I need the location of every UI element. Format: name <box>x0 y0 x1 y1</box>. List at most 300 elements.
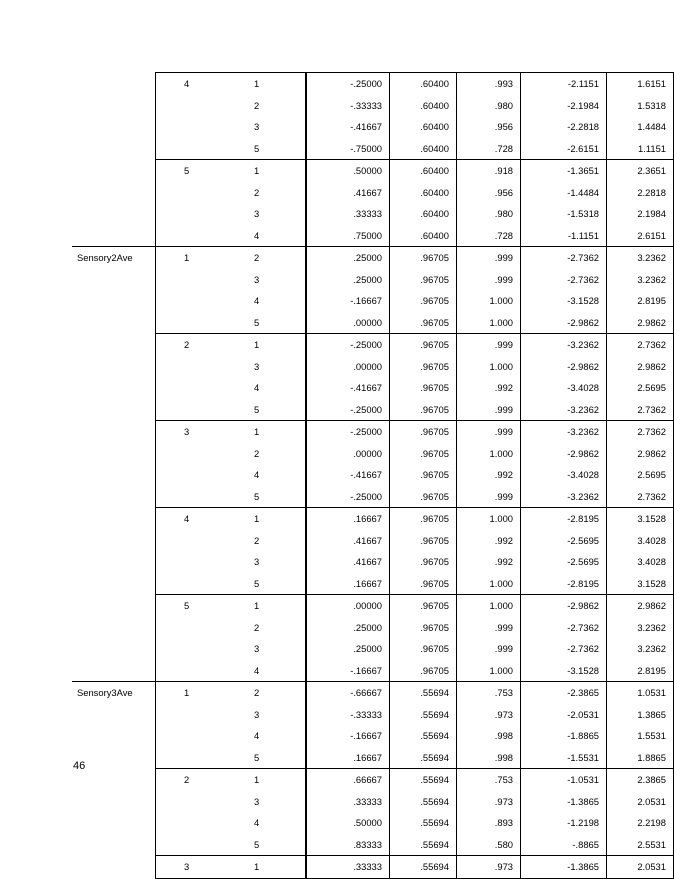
table-body <box>72 73 674 879</box>
group-j-cell: 3 <box>254 208 260 220</box>
significance-cell: .980 <box>457 203 521 225</box>
page-number: 46 <box>73 760 86 772</box>
std-error-cell: .96705 <box>390 551 457 573</box>
table-row <box>72 247 674 269</box>
lower-bound-cell: -3.1528 <box>521 290 607 312</box>
std-error-cell: .96705 <box>390 486 457 508</box>
group-j-cell: 1 <box>226 856 306 879</box>
upper-bound-cell: 1.1151 <box>607 138 674 160</box>
upper-bound-cell: 2.5531 <box>607 834 674 856</box>
group-i-cell <box>156 312 227 334</box>
significance-cell: .999 <box>457 486 521 508</box>
group-j-cell: 2 <box>226 247 306 269</box>
lower-bound-cell: -2.7362 <box>521 269 607 291</box>
mean-difference-cell: .16667 <box>306 747 390 769</box>
group-j-cell: 2 <box>254 99 260 111</box>
significance-cell: .956 <box>457 116 521 138</box>
dependent-variable-cell <box>72 812 156 834</box>
dependent-variable-cell <box>72 704 156 726</box>
upper-bound-cell: 2.5695 <box>607 464 674 486</box>
std-error-cell: .55694 <box>390 747 457 769</box>
upper-bound-cell: 2.8195 <box>607 660 674 682</box>
group-j-cell: 2 <box>254 534 260 546</box>
mean-difference-cell: -.16667 <box>306 725 390 747</box>
table-row <box>72 704 674 726</box>
group-i-cell: 5 <box>156 160 227 182</box>
group-i-cell: 4 <box>156 508 227 530</box>
group-j-cell: 5 <box>254 751 260 763</box>
mean-difference-cell: -.16667 <box>306 290 390 312</box>
lower-bound-cell: -2.7362 <box>521 638 607 660</box>
dependent-variable-cell <box>72 138 156 160</box>
dependent-variable-cell <box>72 617 156 639</box>
std-error-cell: .96705 <box>390 247 457 269</box>
lower-bound-cell: -1.8865 <box>521 725 607 747</box>
mean-difference-cell: .33333 <box>306 203 390 225</box>
mean-difference-cell: .33333 <box>306 791 390 813</box>
upper-bound-cell: 2.1984 <box>607 203 674 225</box>
std-error-cell: .55694 <box>390 682 457 704</box>
group-j-cell: 3 <box>254 360 260 372</box>
group-j-cell: 1 <box>226 421 306 443</box>
table-row <box>72 290 674 312</box>
group-i-cell <box>156 182 227 204</box>
dependent-variable-cell <box>72 443 156 465</box>
group-i-cell <box>156 530 227 552</box>
table-row <box>72 551 674 573</box>
dependent-variable-cell <box>72 73 156 95</box>
std-error-cell: .96705 <box>390 443 457 465</box>
std-error-cell: .96705 <box>390 312 457 334</box>
group-j-cell: 5 <box>254 490 260 502</box>
upper-bound-cell: 2.0531 <box>607 791 674 813</box>
table-row <box>72 573 674 595</box>
table-row <box>72 160 674 182</box>
group-i-cell <box>156 138 227 160</box>
lower-bound-cell: -2.9862 <box>521 312 607 334</box>
dependent-variable-cell <box>72 290 156 312</box>
group-j-cell: 5 <box>254 838 260 850</box>
std-error-cell: .96705 <box>390 464 457 486</box>
lower-bound-cell: -2.5695 <box>521 530 607 552</box>
lower-bound-cell: -3.2362 <box>521 486 607 508</box>
upper-bound-cell: 2.7362 <box>607 486 674 508</box>
significance-cell: 1.000 <box>457 356 521 378</box>
std-error-cell: .96705 <box>390 290 457 312</box>
group-i-cell <box>156 725 227 747</box>
group-j-cell: 3 <box>254 643 260 655</box>
group-i-cell <box>156 551 227 573</box>
upper-bound-cell: 1.5318 <box>607 95 674 117</box>
dependent-variable-cell <box>72 421 156 443</box>
group-i-cell: 2 <box>156 769 227 791</box>
mean-difference-cell: .33333 <box>306 856 390 879</box>
significance-cell: 1.000 <box>457 312 521 334</box>
dependent-variable-cell <box>72 334 156 356</box>
upper-bound-cell: 2.7362 <box>607 334 674 356</box>
upper-bound-cell: 1.4484 <box>607 116 674 138</box>
mean-difference-cell: -.41667 <box>306 116 390 138</box>
dependent-variable-cell <box>72 182 156 204</box>
table-row <box>72 834 674 856</box>
table-row <box>72 486 674 508</box>
group-j-cell: 2 <box>254 447 260 459</box>
upper-bound-cell: 2.5695 <box>607 377 674 399</box>
mean-difference-cell: -.66667 <box>306 682 390 704</box>
table-row <box>72 530 674 552</box>
group-j-cell: 3 <box>254 556 260 568</box>
upper-bound-cell: 2.7362 <box>607 421 674 443</box>
std-error-cell: .55694 <box>390 769 457 791</box>
std-error-cell: .60400 <box>390 138 457 160</box>
group-j-cell: 3 <box>254 708 260 720</box>
dependent-variable-cell <box>72 856 156 879</box>
significance-cell: 1.000 <box>457 508 521 530</box>
dependent-variable-cell <box>72 95 156 117</box>
lower-bound-cell: -2.0531 <box>521 704 607 726</box>
dependent-variable-cell <box>72 573 156 595</box>
group-j-cell: 3 <box>254 121 260 133</box>
std-error-cell: .96705 <box>390 660 457 682</box>
significance-cell: 1.000 <box>457 290 521 312</box>
dependent-variable-cell <box>72 116 156 138</box>
table-row <box>72 747 674 769</box>
std-error-cell: .55694 <box>390 834 457 856</box>
group-j-cell: 4 <box>254 382 260 394</box>
upper-bound-cell: 3.2362 <box>607 247 674 269</box>
std-error-cell: .60400 <box>390 203 457 225</box>
std-error-cell: .60400 <box>390 116 457 138</box>
lower-bound-cell: -2.1984 <box>521 95 607 117</box>
lower-bound-cell: -1.2198 <box>521 812 607 834</box>
significance-cell: .998 <box>457 725 521 747</box>
upper-bound-cell: 3.4028 <box>607 551 674 573</box>
group-j-cell: 4 <box>254 469 260 481</box>
significance-cell: .999 <box>457 269 521 291</box>
group-i-cell <box>156 747 227 769</box>
upper-bound-cell: 2.9862 <box>607 356 674 378</box>
lower-bound-cell: -2.9862 <box>521 356 607 378</box>
dependent-variable-cell <box>72 508 156 530</box>
significance-cell: .728 <box>457 138 521 160</box>
group-i-cell <box>156 638 227 660</box>
group-j-cell: 5 <box>254 316 260 328</box>
group-i-cell <box>156 660 227 682</box>
upper-bound-cell: 3.1528 <box>607 573 674 595</box>
dependent-variable-cell <box>72 638 156 660</box>
significance-cell: .993 <box>457 73 521 95</box>
lower-bound-cell: -2.1151 <box>521 73 607 95</box>
upper-bound-cell: 1.5531 <box>607 725 674 747</box>
std-error-cell: .55694 <box>390 725 457 747</box>
dependent-variable-cell <box>72 486 156 508</box>
significance-cell: 1.000 <box>457 660 521 682</box>
upper-bound-cell: 2.3651 <box>607 160 674 182</box>
group-i-cell: 1 <box>156 247 227 269</box>
mean-difference-cell: .83333 <box>306 834 390 856</box>
significance-cell: .753 <box>457 769 521 791</box>
table-row <box>72 812 674 834</box>
lower-bound-cell: -2.9862 <box>521 443 607 465</box>
group-i-cell <box>156 290 227 312</box>
significance-cell: .999 <box>457 334 521 356</box>
significance-cell: .918 <box>457 160 521 182</box>
upper-bound-cell: 1.6151 <box>607 73 674 95</box>
mean-difference-cell: -.16667 <box>306 660 390 682</box>
significance-cell: .973 <box>457 791 521 813</box>
dependent-variable-cell <box>72 464 156 486</box>
mean-difference-cell: -.33333 <box>306 95 390 117</box>
mean-difference-cell: -.33333 <box>306 704 390 726</box>
lower-bound-cell: -1.5531 <box>521 747 607 769</box>
mean-difference-cell: .41667 <box>306 551 390 573</box>
dependent-variable-cell: Sensory3Ave <box>72 682 156 704</box>
mean-difference-cell: .25000 <box>306 638 390 660</box>
dependent-variable-cell <box>72 399 156 421</box>
lower-bound-cell: -2.5695 <box>521 551 607 573</box>
std-error-cell: .96705 <box>390 530 457 552</box>
upper-bound-cell: 2.9862 <box>607 595 674 617</box>
dependent-variable-cell <box>72 834 156 856</box>
lower-bound-cell: -2.7362 <box>521 617 607 639</box>
group-i-cell: 3 <box>156 421 227 443</box>
lower-bound-cell: -1.5318 <box>521 203 607 225</box>
group-i-cell <box>156 791 227 813</box>
mean-difference-cell: .41667 <box>306 530 390 552</box>
group-j-cell: 5 <box>254 577 260 589</box>
upper-bound-cell: 2.8195 <box>607 290 674 312</box>
upper-bound-cell: 2.0531 <box>607 856 674 879</box>
std-error-cell: .96705 <box>390 595 457 617</box>
group-j-cell: 1 <box>226 595 306 617</box>
lower-bound-cell: -2.8195 <box>521 508 607 530</box>
std-error-cell: .96705 <box>390 399 457 421</box>
table-row <box>72 138 674 160</box>
std-error-cell: .96705 <box>390 269 457 291</box>
dependent-variable-cell <box>72 725 156 747</box>
group-j-cell: 2 <box>254 186 260 198</box>
dependent-variable-cell <box>72 225 156 247</box>
group-i-cell <box>156 95 227 117</box>
mean-difference-cell: -.25000 <box>306 399 390 421</box>
dependent-variable-cell <box>72 269 156 291</box>
table-row <box>72 356 674 378</box>
mean-difference-cell: .00000 <box>306 595 390 617</box>
std-error-cell: .55694 <box>390 704 457 726</box>
group-i-cell <box>156 377 227 399</box>
table-row <box>72 464 674 486</box>
significance-cell: .992 <box>457 530 521 552</box>
group-i-cell <box>156 443 227 465</box>
dependent-variable-cell <box>72 660 156 682</box>
upper-bound-cell: 2.3865 <box>607 769 674 791</box>
dependent-variable-cell: Sensory2Ave <box>72 247 156 269</box>
table-row <box>72 638 674 660</box>
group-i-cell <box>156 486 227 508</box>
group-j-cell: 1 <box>226 73 306 95</box>
lower-bound-cell: -3.4028 <box>521 377 607 399</box>
std-error-cell: .96705 <box>390 617 457 639</box>
group-i-cell <box>156 464 227 486</box>
group-i-cell <box>156 573 227 595</box>
group-i-cell: 4 <box>156 73 227 95</box>
upper-bound-cell: 3.2362 <box>607 638 674 660</box>
mean-difference-cell: -.25000 <box>306 486 390 508</box>
mean-difference-cell: -.41667 <box>306 377 390 399</box>
group-j-cell: 4 <box>254 229 260 241</box>
significance-cell: .973 <box>457 704 521 726</box>
lower-bound-cell: -3.2362 <box>521 421 607 443</box>
mean-difference-cell: .00000 <box>306 356 390 378</box>
table-row <box>72 116 674 138</box>
std-error-cell: .60400 <box>390 95 457 117</box>
mean-difference-cell: .00000 <box>306 443 390 465</box>
group-i-cell <box>156 203 227 225</box>
table-row <box>72 791 674 813</box>
upper-bound-cell: 2.7362 <box>607 399 674 421</box>
significance-cell: .728 <box>457 225 521 247</box>
group-j-cell: 3 <box>254 273 260 285</box>
std-error-cell: .96705 <box>390 508 457 530</box>
lower-bound-cell: -1.3865 <box>521 856 607 879</box>
lower-bound-cell: -2.6151 <box>521 138 607 160</box>
std-error-cell: .60400 <box>390 182 457 204</box>
lower-bound-cell: -1.0531 <box>521 769 607 791</box>
group-i-cell: 5 <box>156 595 227 617</box>
lower-bound-cell: -3.2362 <box>521 399 607 421</box>
upper-bound-cell: 2.2198 <box>607 812 674 834</box>
significance-cell: .956 <box>457 182 521 204</box>
mean-difference-cell: .25000 <box>306 617 390 639</box>
dependent-variable-cell <box>72 551 156 573</box>
std-error-cell: .96705 <box>390 421 457 443</box>
significance-cell: .999 <box>457 617 521 639</box>
table-row <box>72 312 674 334</box>
lower-bound-cell: -2.7362 <box>521 247 607 269</box>
std-error-cell: .55694 <box>390 856 457 879</box>
group-j-cell: 2 <box>254 621 260 633</box>
table-row <box>72 377 674 399</box>
significance-cell: .992 <box>457 377 521 399</box>
table-row <box>72 95 674 117</box>
table-row <box>72 334 674 356</box>
std-error-cell: .96705 <box>390 356 457 378</box>
upper-bound-cell: 1.3865 <box>607 704 674 726</box>
mean-difference-cell: .16667 <box>306 573 390 595</box>
std-error-cell: .96705 <box>390 377 457 399</box>
group-j-cell: 1 <box>226 160 306 182</box>
upper-bound-cell: 3.4028 <box>607 530 674 552</box>
group-i-cell: 1 <box>156 682 227 704</box>
significance-cell: 1.000 <box>457 595 521 617</box>
significance-cell: .992 <box>457 464 521 486</box>
table-row <box>72 73 674 95</box>
std-error-cell: .96705 <box>390 334 457 356</box>
group-j-cell: 4 <box>254 295 260 307</box>
std-error-cell: .55694 <box>390 812 457 834</box>
mean-difference-cell: .50000 <box>306 812 390 834</box>
group-i-cell <box>156 704 227 726</box>
std-error-cell: .60400 <box>390 73 457 95</box>
group-j-cell: 1 <box>226 769 306 791</box>
lower-bound-cell: -2.8195 <box>521 573 607 595</box>
lower-bound-cell: -1.3865 <box>521 791 607 813</box>
table-row <box>72 682 674 704</box>
upper-bound-cell: 3.2362 <box>607 269 674 291</box>
std-error-cell: .96705 <box>390 573 457 595</box>
upper-bound-cell: 2.9862 <box>607 312 674 334</box>
significance-cell: 1.000 <box>457 573 521 595</box>
group-j-cell: 3 <box>254 795 260 807</box>
mean-difference-cell: .25000 <box>306 247 390 269</box>
upper-bound-cell: 3.2362 <box>607 617 674 639</box>
table-row <box>72 856 674 879</box>
group-j-cell: 1 <box>226 508 306 530</box>
table-row <box>72 769 674 791</box>
group-j-cell: 2 <box>226 682 306 704</box>
mean-difference-cell: .66667 <box>306 769 390 791</box>
significance-cell: .998 <box>457 747 521 769</box>
std-error-cell: .60400 <box>390 225 457 247</box>
group-i-cell <box>156 812 227 834</box>
mean-difference-cell: -.25000 <box>306 421 390 443</box>
table-row <box>72 508 674 530</box>
significance-cell: .999 <box>457 638 521 660</box>
multiple-comparisons-table <box>72 72 674 879</box>
group-j-cell: 4 <box>254 817 260 829</box>
mean-difference-cell: .41667 <box>306 182 390 204</box>
lower-bound-cell: -2.3865 <box>521 682 607 704</box>
lower-bound-cell: -3.2362 <box>521 334 607 356</box>
mean-difference-cell: .25000 <box>306 269 390 291</box>
group-i-cell <box>156 225 227 247</box>
dependent-variable-cell <box>72 791 156 813</box>
mean-difference-cell: -.25000 <box>306 334 390 356</box>
table-row <box>72 617 674 639</box>
dependent-variable-cell <box>72 356 156 378</box>
lower-bound-cell: -1.3651 <box>521 160 607 182</box>
significance-cell: .973 <box>457 856 521 879</box>
std-error-cell: .55694 <box>390 791 457 813</box>
lower-bound-cell: -3.1528 <box>521 660 607 682</box>
table-row <box>72 660 674 682</box>
std-error-cell: .60400 <box>390 160 457 182</box>
significance-cell: .992 <box>457 551 521 573</box>
significance-cell: .999 <box>457 247 521 269</box>
group-j-cell: 5 <box>254 142 260 154</box>
significance-cell: .893 <box>457 812 521 834</box>
mean-difference-cell: .50000 <box>306 160 390 182</box>
std-error-cell: .96705 <box>390 638 457 660</box>
group-i-cell: 3 <box>156 856 227 879</box>
mean-difference-cell: -.75000 <box>306 138 390 160</box>
dependent-variable-cell <box>72 312 156 334</box>
mean-difference-cell: .16667 <box>306 508 390 530</box>
significance-cell: .999 <box>457 399 521 421</box>
mean-difference-cell: .00000 <box>306 312 390 334</box>
significance-cell: .999 <box>457 421 521 443</box>
upper-bound-cell: 1.8865 <box>607 747 674 769</box>
significance-cell: .580 <box>457 834 521 856</box>
table-row <box>72 443 674 465</box>
upper-bound-cell: 2.6151 <box>607 225 674 247</box>
lower-bound-cell: -2.9862 <box>521 595 607 617</box>
mean-difference-cell: -.25000 <box>306 73 390 95</box>
lower-bound-cell: -1.4484 <box>521 182 607 204</box>
group-i-cell <box>156 834 227 856</box>
table-row <box>72 421 674 443</box>
table-row <box>72 725 674 747</box>
